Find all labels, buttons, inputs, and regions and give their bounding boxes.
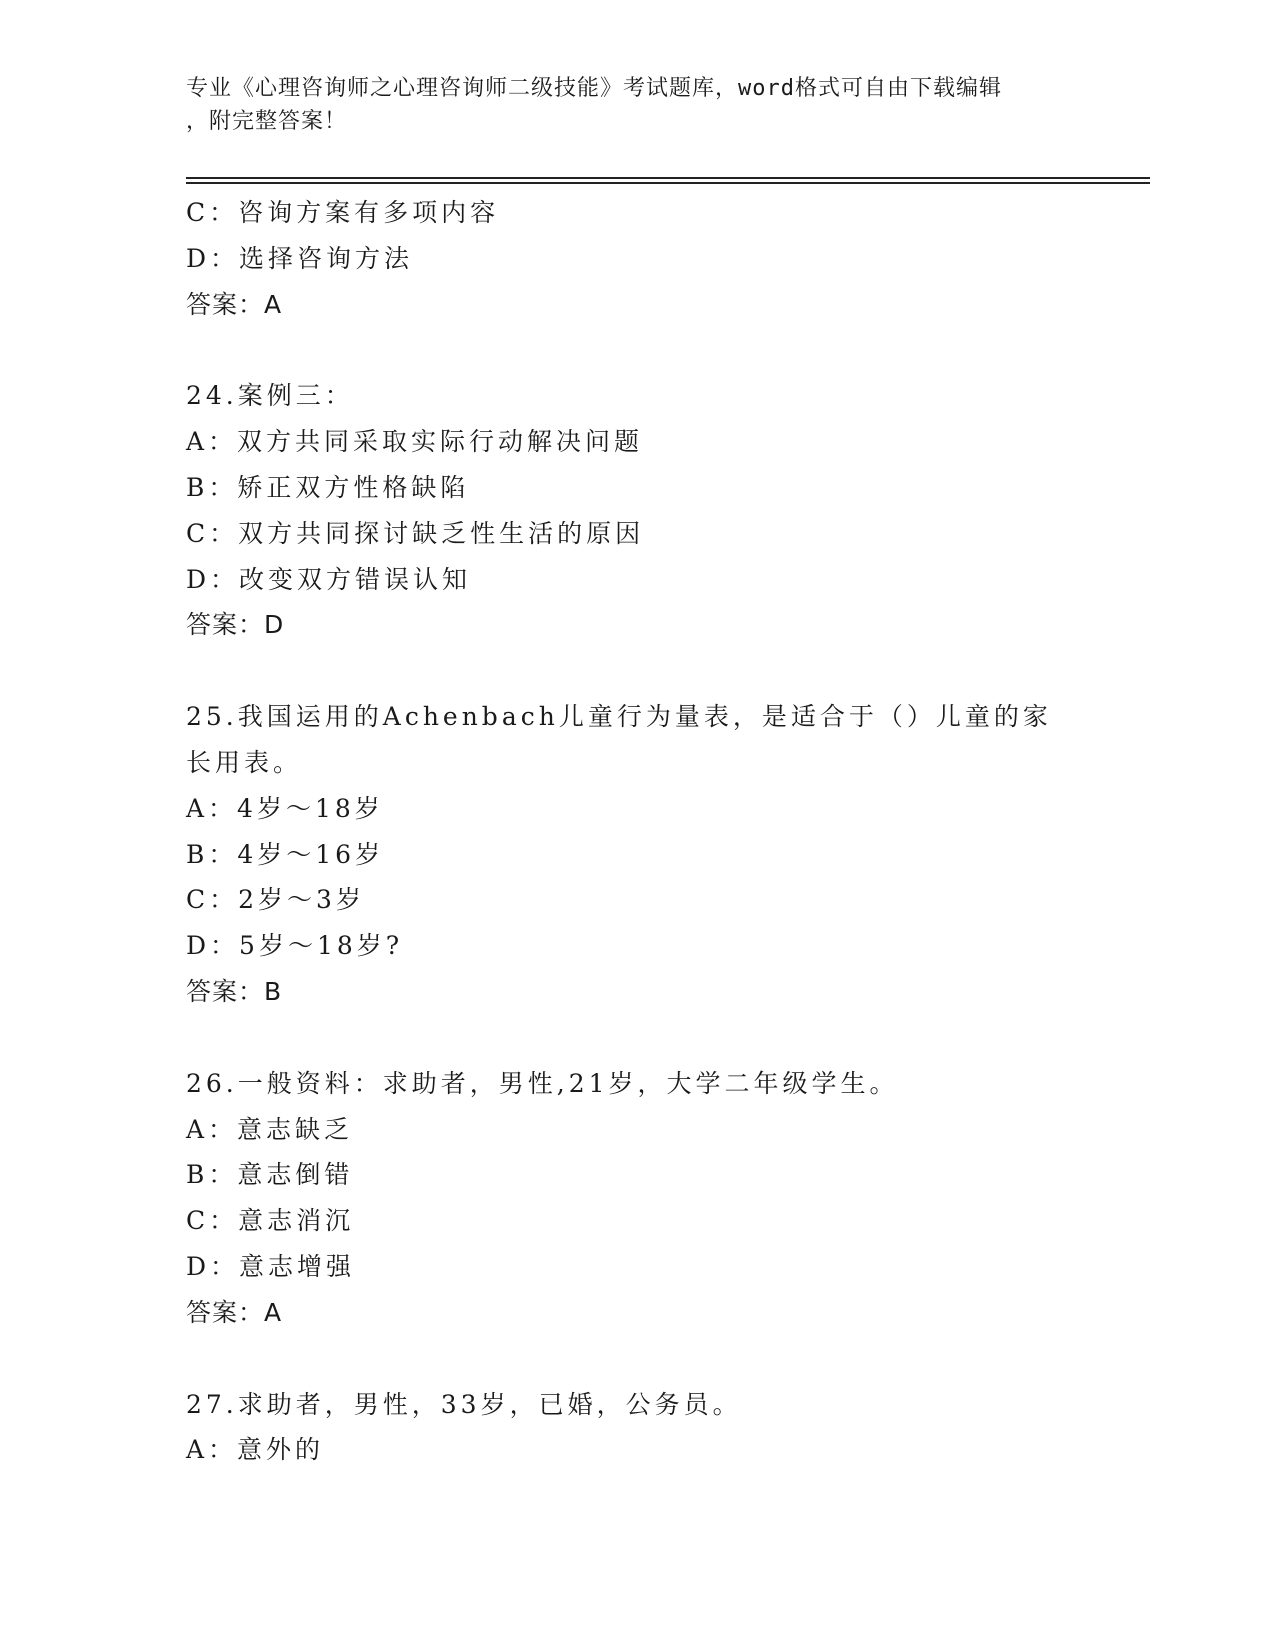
option-d: D：5岁～18岁? — [186, 931, 404, 961]
header-line-2: ，附完整答案！ — [186, 109, 348, 134]
question-block-27 — [186, 1382, 1086, 1474]
answer: 答案：D — [186, 610, 285, 640]
option-c: C：2岁～3岁 — [186, 885, 365, 915]
question-block-prev — [186, 190, 1086, 327]
header-line-1: 专业《心理咨询师之心理咨询师二级技能》考试题库，word格式可自由下载编辑 — [186, 76, 1002, 101]
spacer — [186, 1336, 1086, 1382]
header-divider-top — [186, 177, 1150, 179]
question-list — [186, 190, 1086, 1473]
option-b: B：矫正双方性格缺陷 — [186, 472, 470, 502]
spacer — [186, 648, 1086, 694]
option-d: D：意志增强 — [186, 1251, 356, 1281]
answer: 答案：B — [186, 976, 283, 1006]
question-stem: 26.一般资料：求助者，男性,21岁，大学二年级学生。 — [186, 1068, 899, 1098]
question-block-26 — [186, 1061, 1086, 1336]
option-b: B：4岁～16岁 — [186, 839, 385, 869]
spacer — [186, 327, 1086, 373]
option-c: C：双方共同探讨缺乏性生活的原因 — [186, 518, 645, 548]
header-divider-bottom — [186, 182, 1150, 184]
option-c: C：意志消沉 — [186, 1206, 355, 1236]
answer: 答案：A — [186, 1297, 283, 1327]
question-stem: 25.我国运用的Achenbach儿童行为量表，是适合于（）儿童的家长用表。 — [186, 702, 1052, 777]
question-stem: 24.案例三： — [186, 381, 354, 411]
option-a: A：4岁～18岁 — [186, 793, 384, 823]
answer: 答案：A — [186, 289, 283, 319]
document-header — [186, 72, 1066, 138]
question-block-24 — [186, 373, 1086, 648]
option-b: B：意志倒错 — [186, 1160, 354, 1190]
option-d: D：选择咨询方法 — [186, 243, 414, 273]
option-a: A：意外的 — [186, 1435, 325, 1465]
option-d: D：改变双方错误认知 — [186, 564, 472, 594]
option-c: C：咨询方案有多项内容 — [186, 198, 500, 227]
option-a: A：意志缺乏 — [186, 1114, 354, 1144]
question-block-25 — [186, 694, 1086, 1015]
option-a: A：双方共同采取实际行动解决问题 — [186, 427, 644, 457]
question-stem: 27.求助者，男性，33岁，已婚，公务员。 — [186, 1389, 742, 1419]
spacer — [186, 1015, 1086, 1061]
